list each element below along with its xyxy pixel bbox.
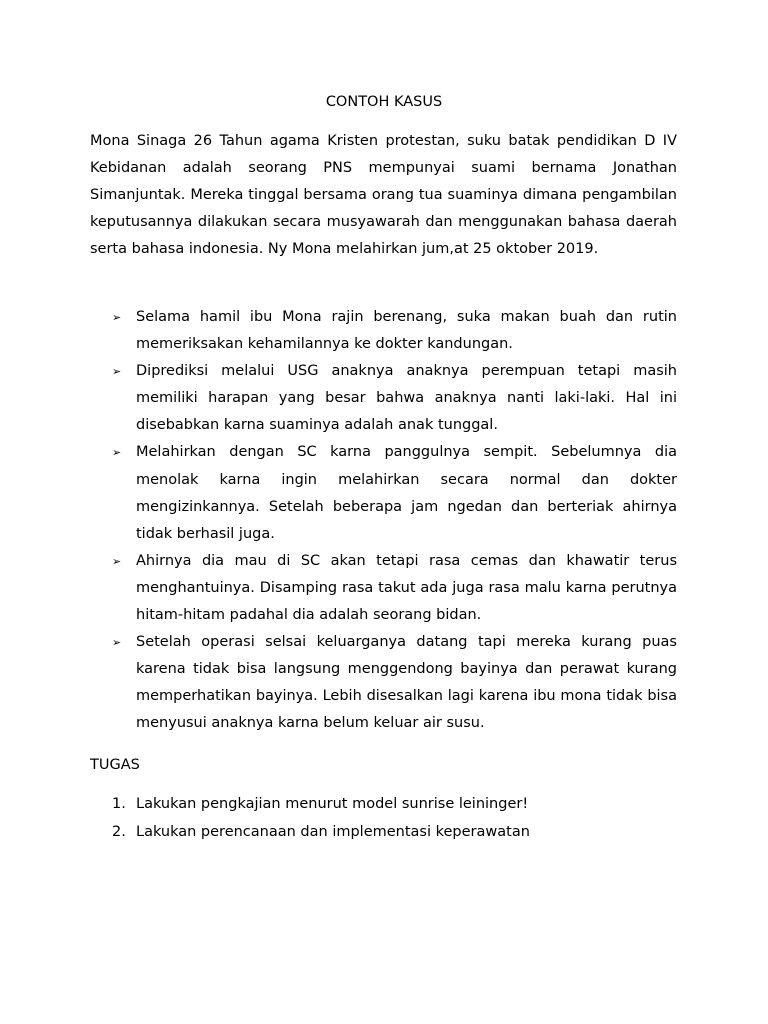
bullet-text: Diprediksi melalui USG anaknya anaknya perempuan tetapi masih memiliki harapan yang besar bahwa anaknya nanti laki-laki. Hal ini disebabkan karna suaminya adalah anak tunggal. [136, 363, 677, 434]
arrow-bullet-icon: ➢ [112, 446, 122, 460]
task-text: Lakukan pengkajian menurut model sunrise leininger! [136, 796, 529, 812]
arrow-bullet-icon: ➢ [112, 636, 122, 650]
bullet-item [90, 629, 677, 737]
bullet-item [90, 358, 677, 439]
arrow-bullet-icon: ➢ [112, 554, 122, 568]
task-item [90, 819, 677, 847]
tasks-heading: TUGAS [90, 757, 140, 773]
bullet-item [90, 304, 677, 358]
bullet-item [90, 439, 677, 547]
arrow-bullet-icon: ➢ [112, 311, 122, 324]
bullet-text: Melahirkan dengan SC karna panggulnya sempit. Sebelumnya dia menolak karna ingin melahirkan secara normal dan dokter mengizinkannya. Setelah beberapa jam ngedan dan berteriak ahirnya tidak berhasil juga. [136, 444, 677, 542]
task-text: Lakukan perencanaan dan implementasi keperawatan [136, 823, 530, 840]
arrow-bullet-icon: ➢ [112, 365, 122, 379]
bullet-text: Setelah operasi selsai keluarganya datang tapi mereka kurang puas karena tidak bisa langsung menggendong bayinya dan perawat kurang memperhatikan bayinya. Lebih disesalkan lagi karena ibu mona tidak bisa menyusui anaknya karna belum keluar air susu. [136, 634, 677, 732]
tasks-list [90, 791, 677, 846]
case-bullet-list [90, 304, 677, 738]
bullet-item [90, 548, 677, 629]
task-item [90, 791, 677, 819]
task-number: 2. [112, 823, 126, 840]
task-number: 1. [112, 796, 126, 812]
bullet-text: Selama hamil ibu Mona rajin berenang, suka makan buah dan rutin memeriksakan kehamilannya ke dokter kandungan. [136, 309, 677, 353]
bullet-text: Ahirnya dia mau di SC akan tetapi rasa cemas dan khawatir terus menghantuinya. Disamping rasa takut ada juga rasa malu karna perutnya hitam-hitam padahal dia adalah seorang bidan. [136, 552, 677, 624]
intro-paragraph: Mona Sinaga 26 Tahun agama Kristen protestan, suku batak pendidikan D IV Kebidanan adalah seorang PNS mempunyai suami bernama Jonathan Simanjuntak. Mereka tinggal bersama orang tua suaminya dimana pengambilan keputusannya dilakukan secara musyawarah dan menggunakan bahasa daerah serta bahasa indonesia. Ny Mona melahirkan jum,at 25 oktober 2019. [90, 133, 677, 258]
document-title: CONTOH KASUS [325, 94, 443, 110]
